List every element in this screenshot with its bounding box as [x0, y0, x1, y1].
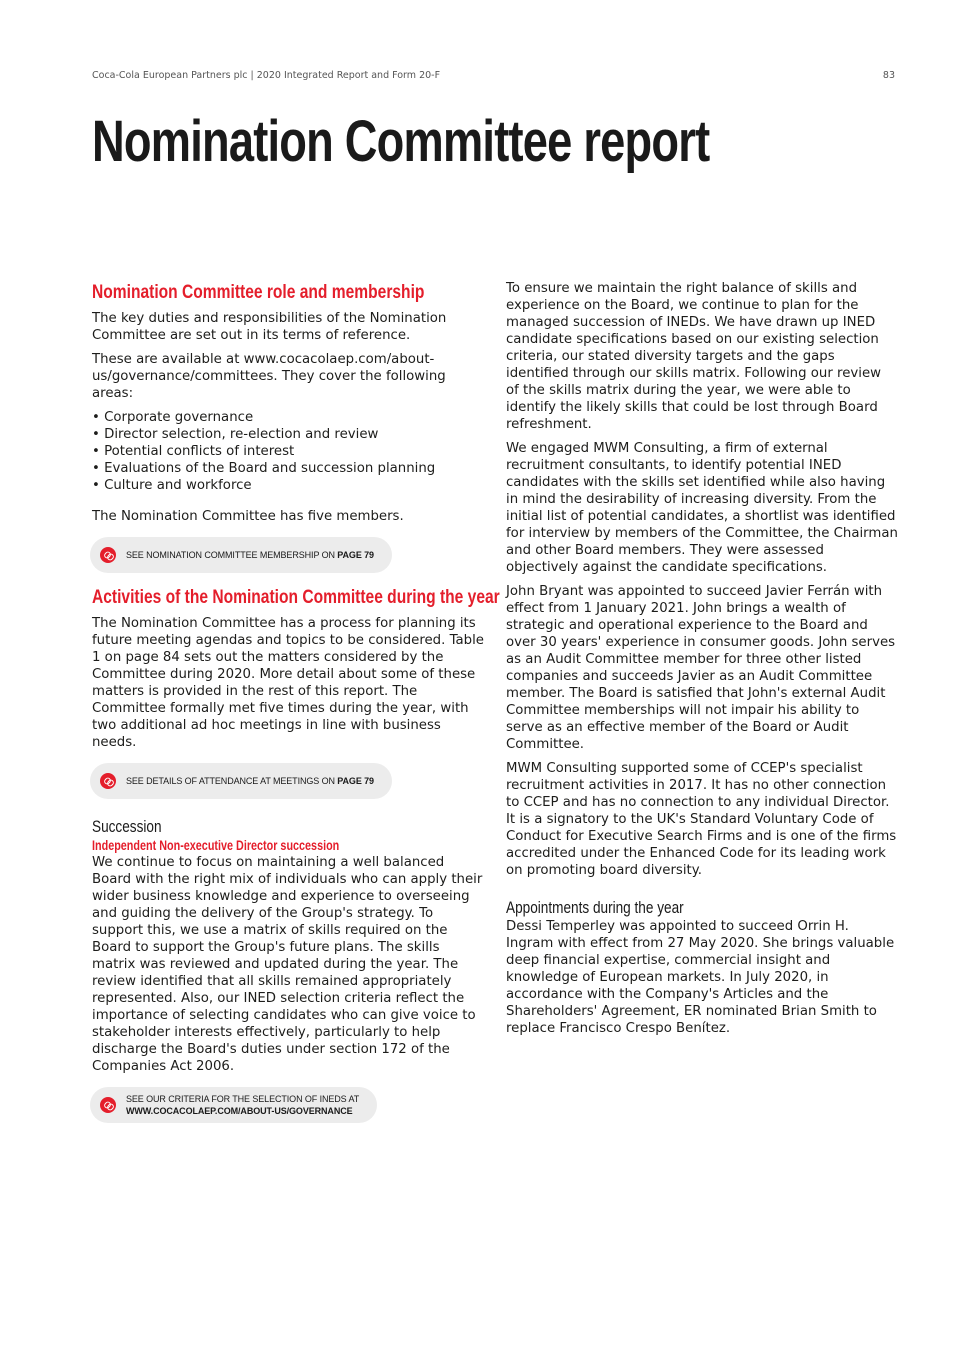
- reference-label: SEE OUR CRITERIA FOR THE SELECTION OF INEDS AT: [126, 1094, 360, 1104]
- right-paragraph-3: John Bryant was appointed to succeed Javier Ferrán with effect from 1 January 2021. John brings a wealth of strategic and operational experience to the Board and over 30 years' experience in consumer goods. John serves as an Audit Committee member for three other listed companies and succeeds Javier as an Audit Committee member. The Board is satisfied that John's external Audit Committee memberships will not impair his ability to serve as an effective member of the Board or Audit Committee.: [506, 584, 896, 752]
- ined-succession-subheading: Independent Non-executive Director succession: [92, 838, 340, 853]
- membership-reference-link[interactable]: [90, 537, 392, 573]
- right-column: [506, 280, 898, 1044]
- appointments-paragraph: Dessi Temperley was appointed to succeed Orrin H. Ingram with effect from 27 May 2020. She brings valuable deep financial expertise, commercial insight and knowledge of European markets. In July 2020, in accordance with the Company's Articles and the Shareholders' Agreement, ER nominated Brian Smith to replace Francisco Crespo Benítez.: [506, 919, 895, 1036]
- reference-page: PAGE 79: [337, 550, 374, 560]
- reference-url[interactable]: WWW.COCACOLAEP.COM/ABOUT-US/GOVERNANCE: [126, 1106, 353, 1116]
- activities-paragraph: The Nomination Committee has a process for planning its future meeting agendas and topics to be considered. Table 1 on page 84 sets out the matters considered by the Committee during 2020. More detail about some of these matters is provided in the rest of this report. The Committee formally met five times during the year, with two additional ad hoc meetings in line with business needs.: [92, 616, 484, 750]
- role-paragraph-1: The key duties and responsibilities of the Nomination Committee are set out in its terms of reference.: [92, 311, 447, 343]
- running-head: Coca-Cola European Partners plc | 2020 Integrated Report and Form 20-F: [92, 70, 441, 81]
- link-icon: [100, 1097, 116, 1113]
- bullet-item: • Potential conflicts of interest: [92, 443, 484, 460]
- appointments-heading: Appointments during the year: [506, 898, 684, 917]
- ined-criteria-reference-link[interactable]: [90, 1087, 377, 1123]
- reference-text: [126, 775, 374, 787]
- succession-heading: Succession: [92, 817, 162, 836]
- role-paragraph-3: The Nomination Committee has five members.: [92, 509, 404, 524]
- link-icon: [100, 773, 116, 789]
- role-bullet-list: [92, 409, 484, 494]
- reference-page: PAGE 79: [337, 776, 374, 786]
- reference-text: [126, 1093, 359, 1117]
- reference-text: [126, 549, 374, 561]
- role-heading: Nomination Committee role and membership: [92, 282, 425, 303]
- right-paragraph-4: MWM Consulting supported some of CCEP's specialist recruitment activities in 2017. It has no other connection to CCEP and has no connection to any individual Director. It is a signatory to the UK's Standard Voluntary Code of Conduct for Executive Search Firms and is one of the firms accredited under the Enhanced Code for its leading work on promoting board diversity.: [506, 761, 897, 878]
- page-number: 83: [882, 70, 895, 81]
- bullet-item: • Director selection, re-election and review: [92, 426, 484, 443]
- role-paragraph-2: These are available at www.cocacolaep.com/about-us/governance/committees. They cover the following areas:: [92, 352, 446, 401]
- activities-heading: Activities of the Nomination Committee during the year: [92, 587, 500, 608]
- right-paragraph-2: We engaged MWM Consulting, a firm of external recruitment consultants, to identify potential INED candidates with the skills set identified while also having in mind the desirability of increasing diversity. From the initial list of potential candidates, a shortlist was identified for interview by members of the Committee, the Chairman and other Board members. They were assessed objectively against the candidate specifications.: [506, 441, 898, 575]
- succession-paragraph: We continue to focus on maintaining a well balanced Board with the right mix of individuals who can apply their wider business knowledge and experience to overseeing and guiding the delivery of the Group's strategy. To support this, we use a matrix of skills required on the Board to support the Group's future plans. The skills matrix was reviewed and updated during the year. The review identified that all skills remained appropriately represented. Also, our INED selection criteria reflect the importance of selecting candidates who can give voice to stakeholder interests effectively, particularly to help discharge the Board's duties under section 172 of the Companies Act 2006.: [92, 855, 483, 1074]
- link-icon: [100, 547, 116, 563]
- bullet-item: • Evaluations of the Board and succession planning: [92, 460, 484, 477]
- reference-label: SEE DETAILS OF ATTENDANCE AT MEETINGS ON: [126, 776, 335, 786]
- page-title: Nomination Committee report: [92, 109, 710, 174]
- bullet-item: • Culture and workforce: [92, 477, 484, 494]
- bullet-item: • Corporate governance: [92, 409, 484, 426]
- right-paragraph-1: To ensure we maintain the right balance of skills and experience on the Board, we continue to plan for the managed succession of INEDs. We have drawn up INED candidate specifications based on our existing selection criteria, our stated diversity targets and the gaps identified through our skills matrix. Following our review of the skills matrix during the year, we were able to identify the likely skills that could be lost through Board refreshment.: [506, 281, 881, 432]
- left-column: [92, 282, 500, 1123]
- attendance-reference-link[interactable]: [90, 763, 392, 799]
- reference-label: SEE NOMINATION COMMITTEE MEMBERSHIP ON: [126, 550, 335, 560]
